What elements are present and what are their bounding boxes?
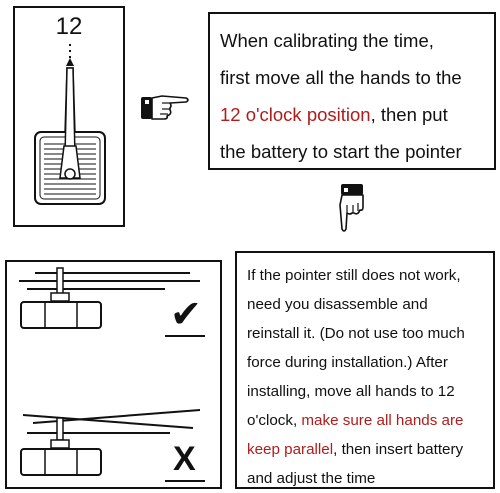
calibration-instruction-box (208, 12, 496, 170)
instruction-text-run: , then put (370, 104, 448, 125)
instruction-line (220, 22, 486, 59)
instruction-line (247, 406, 485, 435)
instruction-line (247, 435, 485, 464)
reinstall-instruction-box (235, 251, 495, 489)
instruction-text-run: reinstall it. (Do not use too much (247, 325, 465, 342)
instruction-text-run: , then insert battery (333, 441, 464, 458)
highlighted-text: make sure all hands are (301, 412, 464, 429)
instruction-text-run: force during installation.) After (247, 354, 448, 371)
wrong-x-mark-icon: X (173, 440, 196, 478)
instruction-line (247, 377, 485, 406)
hand-alignment-comparison-panel (5, 260, 222, 489)
instruction-line (247, 319, 485, 348)
instruction-text-run: need you disassemble and (247, 296, 428, 313)
instruction-text-run: installing, move all hands to 12 (247, 383, 455, 400)
instruction-text-run: When calibrating the time, (220, 30, 434, 51)
instruction-text-run: the battery to start the pointer (220, 141, 462, 162)
instruction-line (220, 133, 486, 170)
instruction-line (247, 290, 485, 319)
instruction-line (247, 348, 485, 377)
clock-movement-icon (13, 6, 125, 227)
highlighted-text: keep parallel (247, 441, 334, 458)
instruction-line (247, 464, 485, 493)
clock-12-label: 12 (55, 13, 83, 40)
instruction-text-run: If the pointer still does not work, (247, 267, 461, 284)
pointing-down-hand-icon (336, 183, 376, 233)
calibration-instruction-text (210, 14, 494, 168)
highlighted-text: 12 o'clock position (220, 104, 371, 125)
reinstall-instruction-text (237, 253, 493, 487)
correct-checkmark-icon: ✔ (170, 292, 202, 336)
instruction-text-run: first move all the hands to the (220, 67, 462, 88)
clock-movement-panel (13, 6, 125, 227)
instruction-line (220, 96, 486, 133)
instruction-text-run: and adjust the time (247, 470, 376, 487)
instruction-line (247, 261, 485, 290)
instruction-text-run: o'clock, (247, 412, 302, 429)
pointing-right-hand-icon (140, 92, 190, 122)
instruction-line (220, 59, 486, 96)
